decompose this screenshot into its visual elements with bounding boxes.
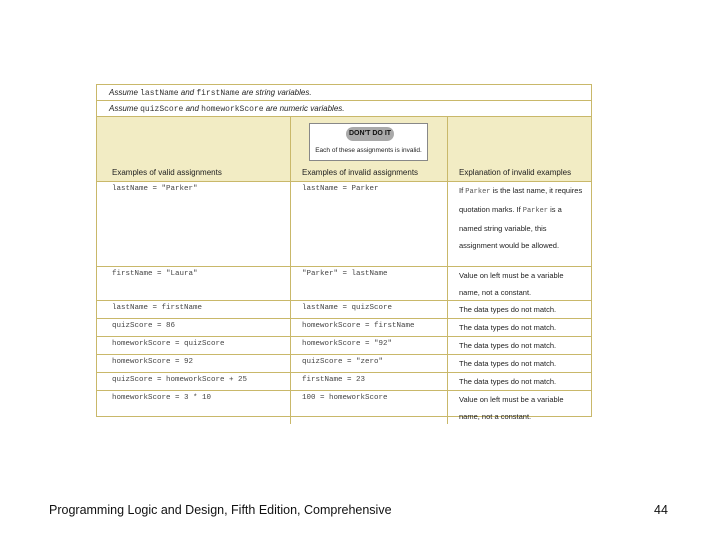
explanation xyxy=(459,355,584,372)
assignment-examples-figure xyxy=(96,84,592,421)
header-invalid: Examples of invalid assignments xyxy=(302,168,419,177)
header-explanation: Explanation of invalid examples xyxy=(459,168,572,177)
invalid-assignment: firstName = 23 xyxy=(302,376,366,384)
dont-do-it-text: Each of these assignments is invalid. xyxy=(315,147,422,154)
explanation-text: is a named string variable, this assignment would be allowed. xyxy=(459,205,562,250)
column-divider xyxy=(290,301,291,318)
explanation-text: The data types do not match. xyxy=(459,359,557,368)
explanation xyxy=(459,373,584,390)
table-body xyxy=(97,182,591,424)
valid-assignment: firstName = "Laura" xyxy=(112,270,198,278)
invalid-assignment: lastName = quizScore xyxy=(302,304,393,312)
valid-assignment: lastName = "Parker" xyxy=(112,185,198,193)
explanation xyxy=(459,182,584,254)
assume-text: are numeric variables. xyxy=(263,104,345,113)
valid-assignment: quizScore = 86 xyxy=(112,322,176,330)
header-valid: Examples of valid assignments xyxy=(112,168,222,177)
explanation-text: The data types do not match. xyxy=(459,323,557,332)
table-row xyxy=(97,267,591,301)
explanation xyxy=(459,391,584,425)
invalid-assignment: 100 = homeworkScore xyxy=(302,394,388,402)
valid-assignment: quizScore = homeworkScore + 25 xyxy=(112,376,248,384)
column-divider xyxy=(290,337,291,354)
column-divider xyxy=(290,117,291,181)
page-number: 44 xyxy=(654,503,668,517)
table-row xyxy=(97,373,591,391)
explanation-text: Value on left must be a variable name, not a constant. xyxy=(459,271,564,297)
explanation-text: is the last name, it requires quotation marks. If xyxy=(459,186,583,214)
dont-do-it-box xyxy=(309,123,428,161)
table-row xyxy=(97,319,591,337)
explanation-text: The data types do not match. xyxy=(459,305,557,314)
column-divider xyxy=(290,355,291,372)
column-divider xyxy=(290,391,291,424)
dont-do-it-badge: DON'T DO IT xyxy=(346,127,394,141)
invalid-assignment: homeworkScore = firstName xyxy=(302,322,415,330)
invalid-assignment: "Parker" = lastName xyxy=(302,270,388,278)
assume-text: Assume xyxy=(109,104,141,113)
invalid-assignment: homeworkScore = "92" xyxy=(302,340,393,348)
explanation xyxy=(459,337,584,354)
assume-line-1 xyxy=(97,85,591,101)
valid-assignment: lastName = firstName xyxy=(112,304,203,312)
explanation xyxy=(459,301,584,318)
assume-line-2 xyxy=(97,101,591,117)
valid-assignment: homeworkScore = 92 xyxy=(112,358,194,366)
column-divider xyxy=(290,373,291,390)
assume-text: Assume xyxy=(109,88,141,97)
footer-book-title: Programming Logic and Design, Fifth Edition, Comprehensive xyxy=(49,503,392,517)
column-divider xyxy=(290,319,291,336)
explanation xyxy=(459,319,584,336)
assume-code: lastName xyxy=(140,89,179,98)
invalid-assignment: lastName = Parker xyxy=(302,185,379,193)
table-row xyxy=(97,355,591,373)
explanation-code: Parker xyxy=(522,207,548,215)
column-divider xyxy=(290,267,291,300)
valid-assignment: homeworkScore = 3 * 10 xyxy=(112,394,212,402)
explanation-code: Parker xyxy=(465,188,491,196)
invalid-assignment: quizScore = "zero" xyxy=(302,358,384,366)
assume-text: and xyxy=(178,88,197,97)
assume-code: quizScore xyxy=(140,105,184,114)
column-divider xyxy=(290,182,291,266)
explanation xyxy=(459,267,584,301)
assume-text: and xyxy=(183,104,202,113)
explanation-text: Value on left must be a variable name, not a constant. xyxy=(459,395,564,421)
assume-code: homeworkScore xyxy=(201,105,264,114)
explanation-text: If xyxy=(459,186,466,195)
table-row xyxy=(97,182,591,267)
table-row xyxy=(97,337,591,355)
column-divider xyxy=(447,182,448,266)
column-divider xyxy=(447,117,448,181)
explanation-text: The data types do not match. xyxy=(459,341,557,350)
table-row xyxy=(97,301,591,319)
table-row xyxy=(97,391,591,424)
table-header xyxy=(97,117,591,182)
explanation-text: The data types do not match. xyxy=(459,377,557,386)
assume-code: firstName xyxy=(196,89,240,98)
valid-assignment: homeworkScore = quizScore xyxy=(112,340,225,348)
assume-text: are string variables. xyxy=(239,88,312,97)
